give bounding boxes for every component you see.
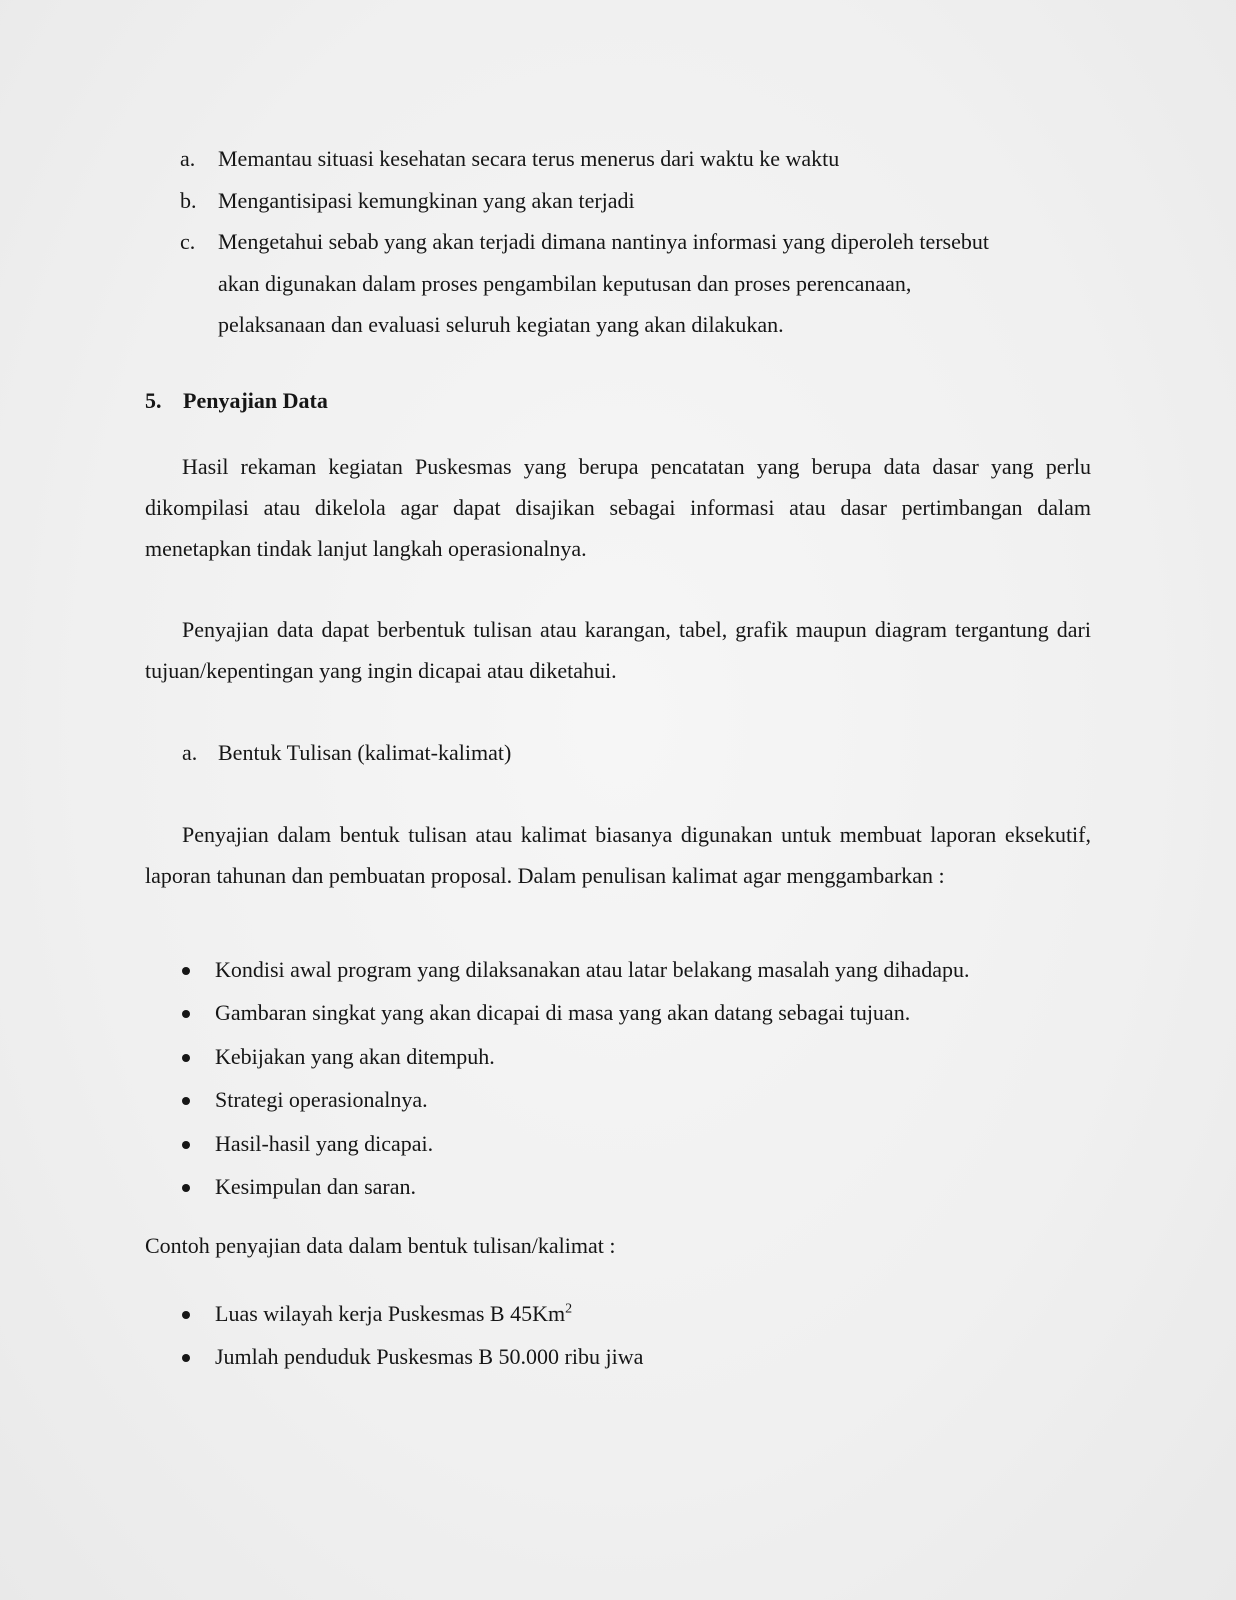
bullet-icon: [182, 1010, 190, 1018]
list-item: [182, 992, 1082, 1036]
list-marker: a.: [180, 146, 196, 171]
list-item: [180, 221, 1080, 346]
bullet-icon: [182, 1141, 190, 1149]
bullet-text: Gambaran singkat yang akan dicapai di masa yang akan datang sebagai tujuan.: [215, 1000, 911, 1026]
section-heading: [145, 380, 328, 422]
list-item-line: akan digunakan dalam proses pengambilan keputusan dan proses perencanaan,: [218, 270, 912, 296]
list-marker: b.: [180, 187, 197, 213]
bullet-icon: [182, 1311, 190, 1319]
list-item-text: Memantau situasi kesehatan secara terus menerus dari waktu ke waktu: [218, 146, 840, 171]
list-item-text: [218, 221, 1080, 346]
list-item: [182, 948, 1082, 992]
list-item: [182, 1035, 1082, 1079]
list-item: [180, 180, 1080, 222]
bullet-list: [182, 948, 1082, 1209]
bullet-text: Kondisi awal program yang dilaksanakan atau latar belakang masalah yang dihadapu.: [215, 956, 970, 982]
sub-heading-marker: a.: [182, 740, 198, 765]
bullet-icon: [182, 1184, 190, 1192]
paragraph: Penyajian dalam bentuk tulisan atau kalimat biasanya digunakan untuk membuat laporan eksekutif, laporan tahunan dan pembuatan proposal. Dalam penulisan kalimat agar menggambarkan :: [145, 822, 1091, 888]
bullet-text: [215, 1301, 572, 1327]
list-item: [182, 1292, 1082, 1336]
list-item-line: pelaksanaan dan evaluasi seluruh kegiatan yang akan dilakukan.: [218, 312, 784, 337]
section-number: 5.: [145, 388, 162, 413]
bullet-text: Kebijakan yang akan ditempuh.: [215, 1043, 495, 1069]
example-bullet-list: [182, 1292, 1082, 1379]
alpha-list: [180, 138, 1080, 346]
bullet-text: Jumlah penduduk Puskesmas B 50.000 ribu jiwa: [215, 1344, 644, 1370]
bullet-icon: [182, 1354, 190, 1362]
list-item: [182, 1079, 1082, 1123]
list-marker: c.: [180, 229, 196, 254]
bullet-text: Hasil-hasil yang dicapai.: [215, 1130, 434, 1156]
list-item: [182, 1122, 1082, 1166]
list-item-text: Mengantisipasi kemungkinan yang akan terjadi: [218, 187, 635, 213]
bullet-text: Kesimpulan dan saran.: [215, 1174, 416, 1200]
list-item: [182, 1336, 1082, 1380]
bullet-text: Strategi operasionalnya.: [215, 1087, 428, 1113]
list-item: [182, 1166, 1082, 1210]
section-title: Penyajian Data: [183, 388, 328, 413]
bullet-text-main: Luas wilayah kerja Puskesmas B 45Km: [215, 1300, 566, 1326]
sub-heading-text: Bentuk Tulisan (kalimat-kalimat): [218, 740, 512, 765]
list-item: [180, 138, 1080, 180]
sub-heading: [182, 732, 511, 774]
superscript: 2: [565, 1301, 573, 1317]
paragraph: Hasil rekaman kegiatan Puskesmas yang berupa pencatatan yang berupa data dasar yang perlu dikompilasi atau dikelola agar dapat disajikan sebagai informasi atau dasar pertimbangan dalam menetapkan tindak lanjut langkah operasionalnya.: [145, 454, 1091, 561]
bullet-icon: [182, 1054, 190, 1062]
list-item-line: Mengetahui sebab yang akan terjadi dimana nantinya informasi yang diperoleh tersebut: [218, 229, 989, 254]
example-intro: Contoh penyajian data dalam bentuk tulisan/kalimat :: [145, 1233, 616, 1258]
paragraph: Penyajian data dapat berbentuk tulisan atau karangan, tabel, grafik maupun diagram tergantung dari tujuan/kepentingan yang ingin dicapai atau diketahui.: [145, 617, 1091, 683]
bullet-icon: [182, 967, 190, 975]
bullet-icon: [182, 1097, 190, 1105]
